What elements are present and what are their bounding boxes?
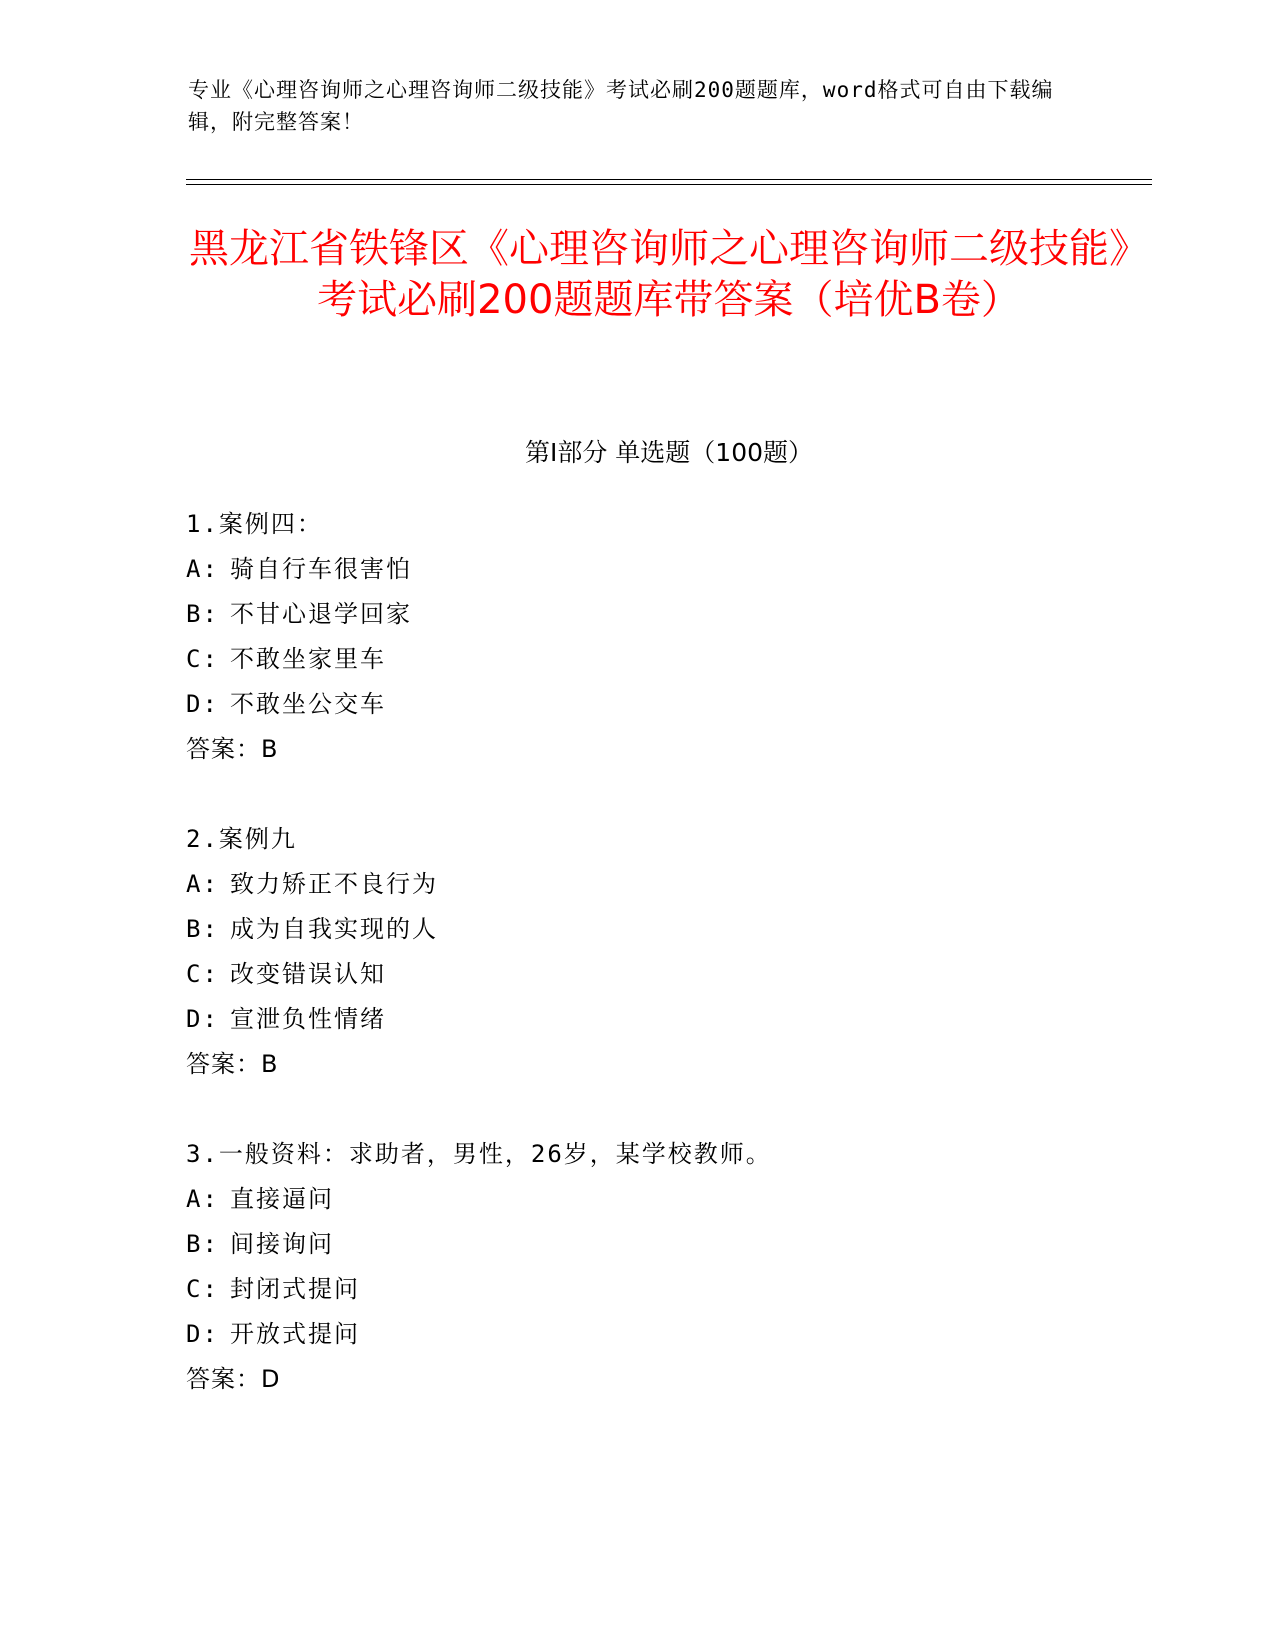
option-text: 骑自行车很害怕 [230, 555, 412, 583]
option-letter: D: [186, 690, 219, 718]
option-d [186, 682, 1152, 727]
option-letter: A: [186, 555, 219, 583]
option-letter: D: [186, 1320, 219, 1348]
option-letter: D: [186, 1005, 219, 1033]
option-letter: B: [186, 600, 219, 628]
header-rule-top [186, 179, 1152, 180]
option-c [186, 637, 1152, 682]
question-stem: 2.案例九 [186, 825, 297, 853]
option-letter: B: [186, 1230, 219, 1258]
question-stem: 1.案例四： [186, 510, 323, 538]
option-a [186, 1177, 1152, 1222]
option-a [186, 862, 1152, 907]
option-letter: C: [186, 960, 219, 988]
option-b [186, 907, 1152, 952]
answer-line: 答案：B [186, 1050, 279, 1078]
question-3 [186, 1132, 1152, 1402]
option-b [186, 592, 1152, 637]
section-heading: 第I部分 单选题（100题） [524, 438, 814, 467]
option-c [186, 952, 1152, 997]
question-2 [186, 817, 1152, 1087]
option-text: 宣泄负性情绪 [230, 1005, 386, 1033]
header-rule-bottom [186, 184, 1152, 185]
question-1 [186, 502, 1152, 772]
answer-line: 答案：D [186, 1365, 281, 1393]
option-b [186, 1222, 1152, 1267]
option-letter: C: [186, 645, 219, 673]
document-title: 黑龙江省铁锋区《心理咨询师之心理咨询师二级技能》考试必刷200题题库带答案（培优B卷） [189, 226, 1149, 323]
option-letter: C: [186, 1275, 219, 1303]
option-d [186, 997, 1152, 1042]
option-text: 直接逼问 [230, 1185, 334, 1213]
option-a [186, 547, 1152, 592]
option-text: 不甘心退学回家 [230, 600, 412, 628]
option-d [186, 1312, 1152, 1357]
option-letter: B: [186, 915, 219, 943]
option-text: 不敢坐家里车 [230, 645, 386, 673]
option-letter: A: [186, 870, 219, 898]
option-text: 不敢坐公交车 [230, 690, 386, 718]
option-c [186, 1267, 1152, 1312]
option-text: 致力矫正不良行为 [230, 870, 438, 898]
option-letter: A: [186, 1185, 219, 1213]
option-text: 改变错误认知 [230, 960, 386, 988]
question-stem: 3.一般资料：求助者，男性，26岁，某学校教师。 [186, 1140, 772, 1168]
option-text: 封闭式提问 [230, 1275, 360, 1303]
option-text: 间接询问 [230, 1230, 334, 1258]
option-text: 开放式提问 [230, 1320, 360, 1348]
header-note: 专业《心理咨询师之心理咨询师二级技能》考试必刷200题题库，word格式可自由下载编辑，附完整答案！ [188, 78, 1054, 134]
option-text: 成为自我实现的人 [230, 915, 438, 943]
answer-line: 答案：B [186, 735, 279, 763]
